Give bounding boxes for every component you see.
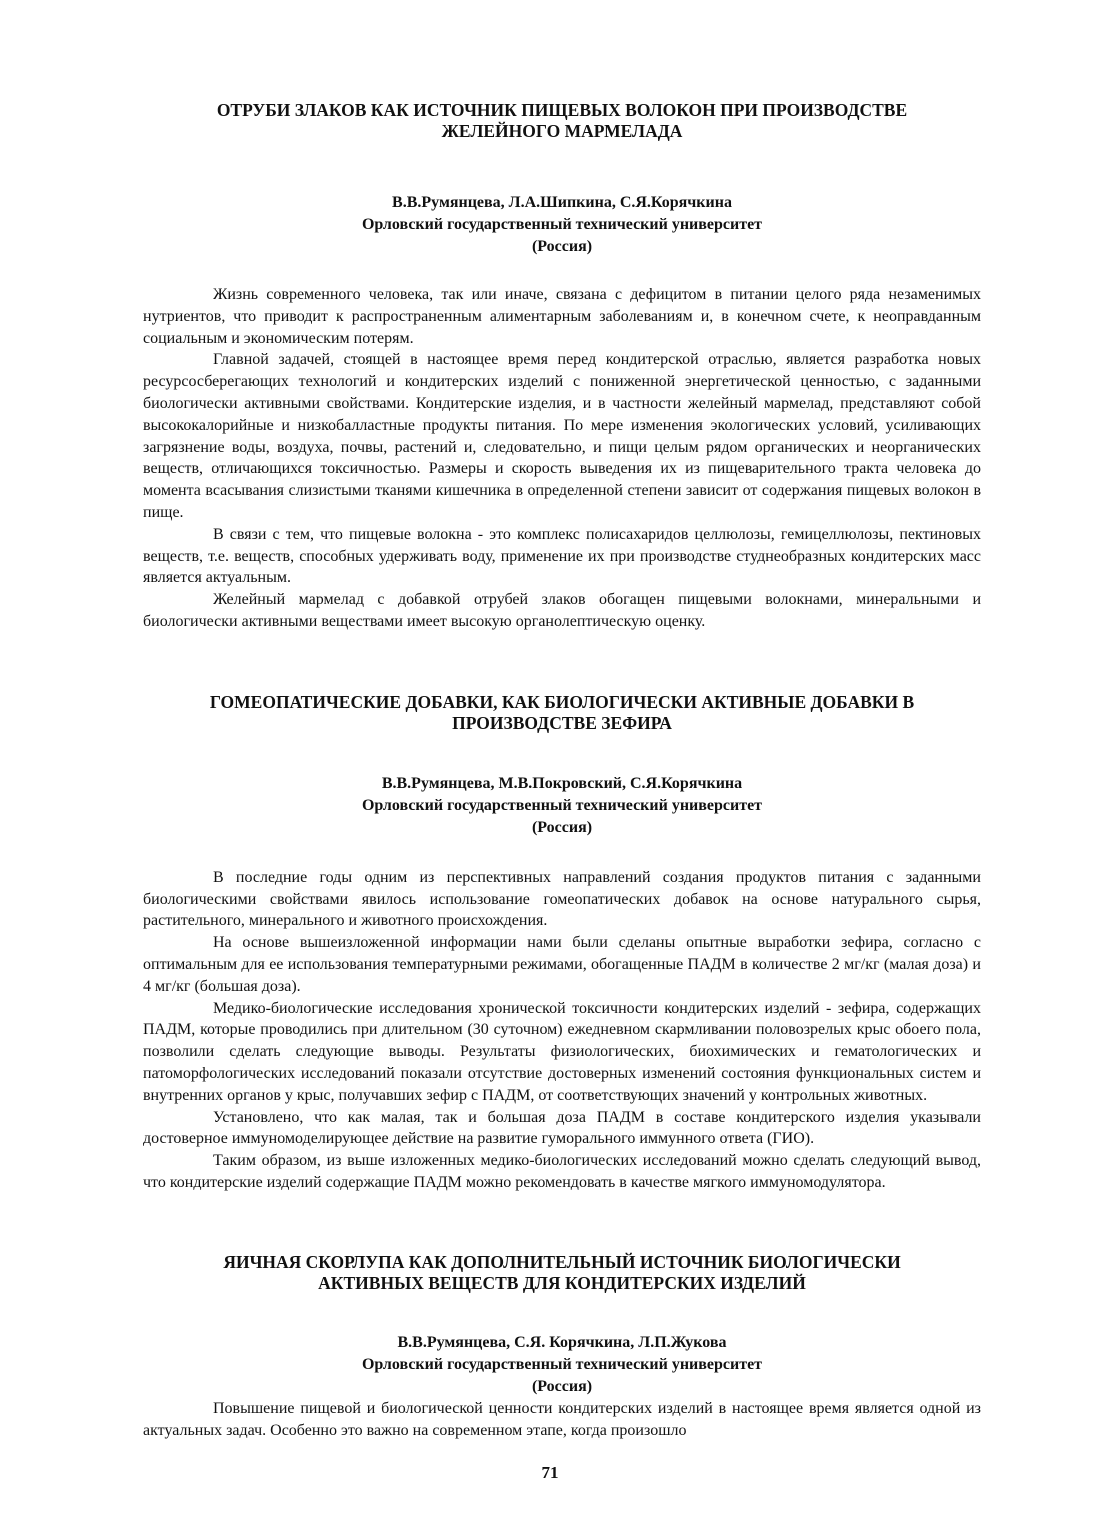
article-1-byline (143, 192, 981, 258)
article-3-title (143, 1252, 981, 1294)
article-1-paragraph: Главной задачей, стоящей в настоящее время перед кондитерской отраслью, является разработка новых ресурсосберегающих технологий и кондитерских изделий с пониженной энергетической ценностью, с заданными биологически активными свойствами. Кондитерские изделия, и в частности желейный мармелад, представляют собой высококалорийные и низкобалластные продукты питания. По мере изменения экологических условий, усиливающих загрязнение воды, воздуха, почвы, растений и, следовательно, и пищи целым рядом органических и неорганических веществ, отличающихся токсичностью. Размеры и скорость выведения их из пищеварительного тракта человека до момента всасывания слизистыми тканями кишечника в определенной степени зависит от содержания пищевых волокон в пище. (143, 351, 981, 521)
article-2-title-line-2: ПРОИЗВОДСТВЕ ЗЕФИРА (452, 712, 672, 733)
article-1-paragraph: Желейный мармелад с добавкой отрубей злаков обогащен пищевыми волокнами, минеральными и биологически активными веществами имеет высокую органолептическую оценку. (143, 591, 981, 630)
article-3-title-line-1: ЯИЧНАЯ СКОРЛУПА КАК ДОПОЛНИТЕЛЬНЫЙ ИСТОЧНИК БИОЛОГИЧЕСКИ (223, 1251, 901, 1272)
article-3-body (143, 1398, 981, 1442)
article-1-paragraph: Жизнь современного человека, так или иначе, связана с дефицитом в питании целого ряда незаменимых нутриентов, что приводит к распространенным алиментарным заболеваниям и, в конечном счете, к неоправданным социальным и экономическим потерям. (143, 286, 981, 347)
article-2-authors: В.В.Румянцева, М.В.Покровский, С.Я.Корячкина (381, 774, 743, 792)
article-2-paragraph: На основе вышеизложенной информации нами были сделаны опытные выработки зефира, согласно с оптимальным для ее использования температурными режимами, обогащенные ПАДМ в количестве 2 мг/кг (малая доза) и 4 мг/кг (большая доза). (143, 934, 981, 995)
article-1-organization: Орловский государственный технический университет (361, 216, 763, 233)
article-3-country: (Россия) (531, 1377, 593, 1395)
article-3 (143, 1252, 981, 1442)
article-2-body (143, 867, 981, 1194)
article-3-authors: В.В.Румянцева, С.Я. Корячкина, Л.П.Жукова (397, 1333, 727, 1351)
page-number: 71 (541, 1463, 559, 1482)
article-3-paragraph: Повышение пищевой и биологической ценности кондитерских изделий в настоящее время является одной из актуальных задач. Особенно это важно на современном этапе, когда произошло (143, 1399, 981, 1439)
article-1-paragraph: В связи с тем, что пищевые волокна - это комплекс полисахаридов целлюлозы, гемицеллюлозы, пектиновых веществ, т.е. веществ, способных удерживать воду, применение их при производстве студнеобразных кондитерских масс является актуальным. (143, 525, 981, 587)
article-1-country: (Россия) (531, 238, 593, 255)
article-2-paragraph: В последние годы одним из перспективных направлений создания продуктов питания с заданными биологическими свойствами явилось использование гомеопатических добавок на основе натурального сырья, растительного, минерального и животного происхождения. (143, 868, 981, 930)
article-2-paragraph: Установлено, что как малая, так и большая доза ПАДМ в составе кондитерского изделия указывали достоверное иммуномоделирующее действие на развитие гуморального иммунного ответа (ГИО). (143, 1108, 981, 1148)
article-2-country: (Россия) (531, 818, 593, 836)
article-1-title-line-2: ЖЕЛЕЙНОГО МАРМЕЛАДА (441, 121, 683, 141)
article-2-paragraph: Таким образом, из выше изложенных медико-биологических исследований можно сделать следующий вывод, что кондитерские изделий содержащие ПАДМ можно рекомендовать в качестве мягкого иммуномодулятора. (143, 1152, 981, 1191)
article-1-title (143, 100, 981, 142)
article-1-title-line-1: ОТРУБИ ЗЛАКОВ КАК ИСТОЧНИК ПИЩЕВЫХ ВОЛОКОН ПРИ ПРОИЗВОДСТВЕ (216, 100, 908, 120)
article-2-title-line-1: ГОМЕОПАТИЧЕСКИЕ ДОБАВКИ, КАК БИОЛОГИЧЕСКИ АКТИВНЫЕ ДОБАВКИ В (209, 691, 915, 712)
article-3-byline (143, 1332, 981, 1398)
article-1 (143, 100, 981, 633)
article-2-organization: Орловский государственный технический университет (361, 796, 763, 814)
article-2 (143, 692, 981, 1194)
article-1-body (143, 284, 981, 633)
page-content (143, 100, 981, 1441)
article-2-title (143, 692, 981, 734)
article-2-byline (143, 773, 981, 839)
article-2-paragraph: Медико-биологические исследования хронической токсичности кондитерских изделий - зефира, содержащих ПАДМ, которые проводились при длительном (30 суточном) ежедневном скармливании половозрелых крыс обоего пола, позволили сделать следующие выводы. Результаты физиологических, биохимических и гематологических и патоморфологических исследований показали отсутствие достоверных изменений состояния функциональных систем и внутренних органов у крыс, получавших зефир с ПАДМ, от соответствующих значений у контрольных животных. (143, 999, 981, 1104)
article-3-organization: Орловский государственный технический университет (361, 1355, 763, 1373)
article-1-authors: В.В.Румянцева, Л.А.Шипкина, С.Я.Корячкина (392, 194, 732, 211)
article-3-title-line-2: АКТИВНЫХ ВЕЩЕСТВ ДЛЯ КОНДИТЕРСКИХ ИЗДЕЛИЙ (318, 1272, 806, 1293)
